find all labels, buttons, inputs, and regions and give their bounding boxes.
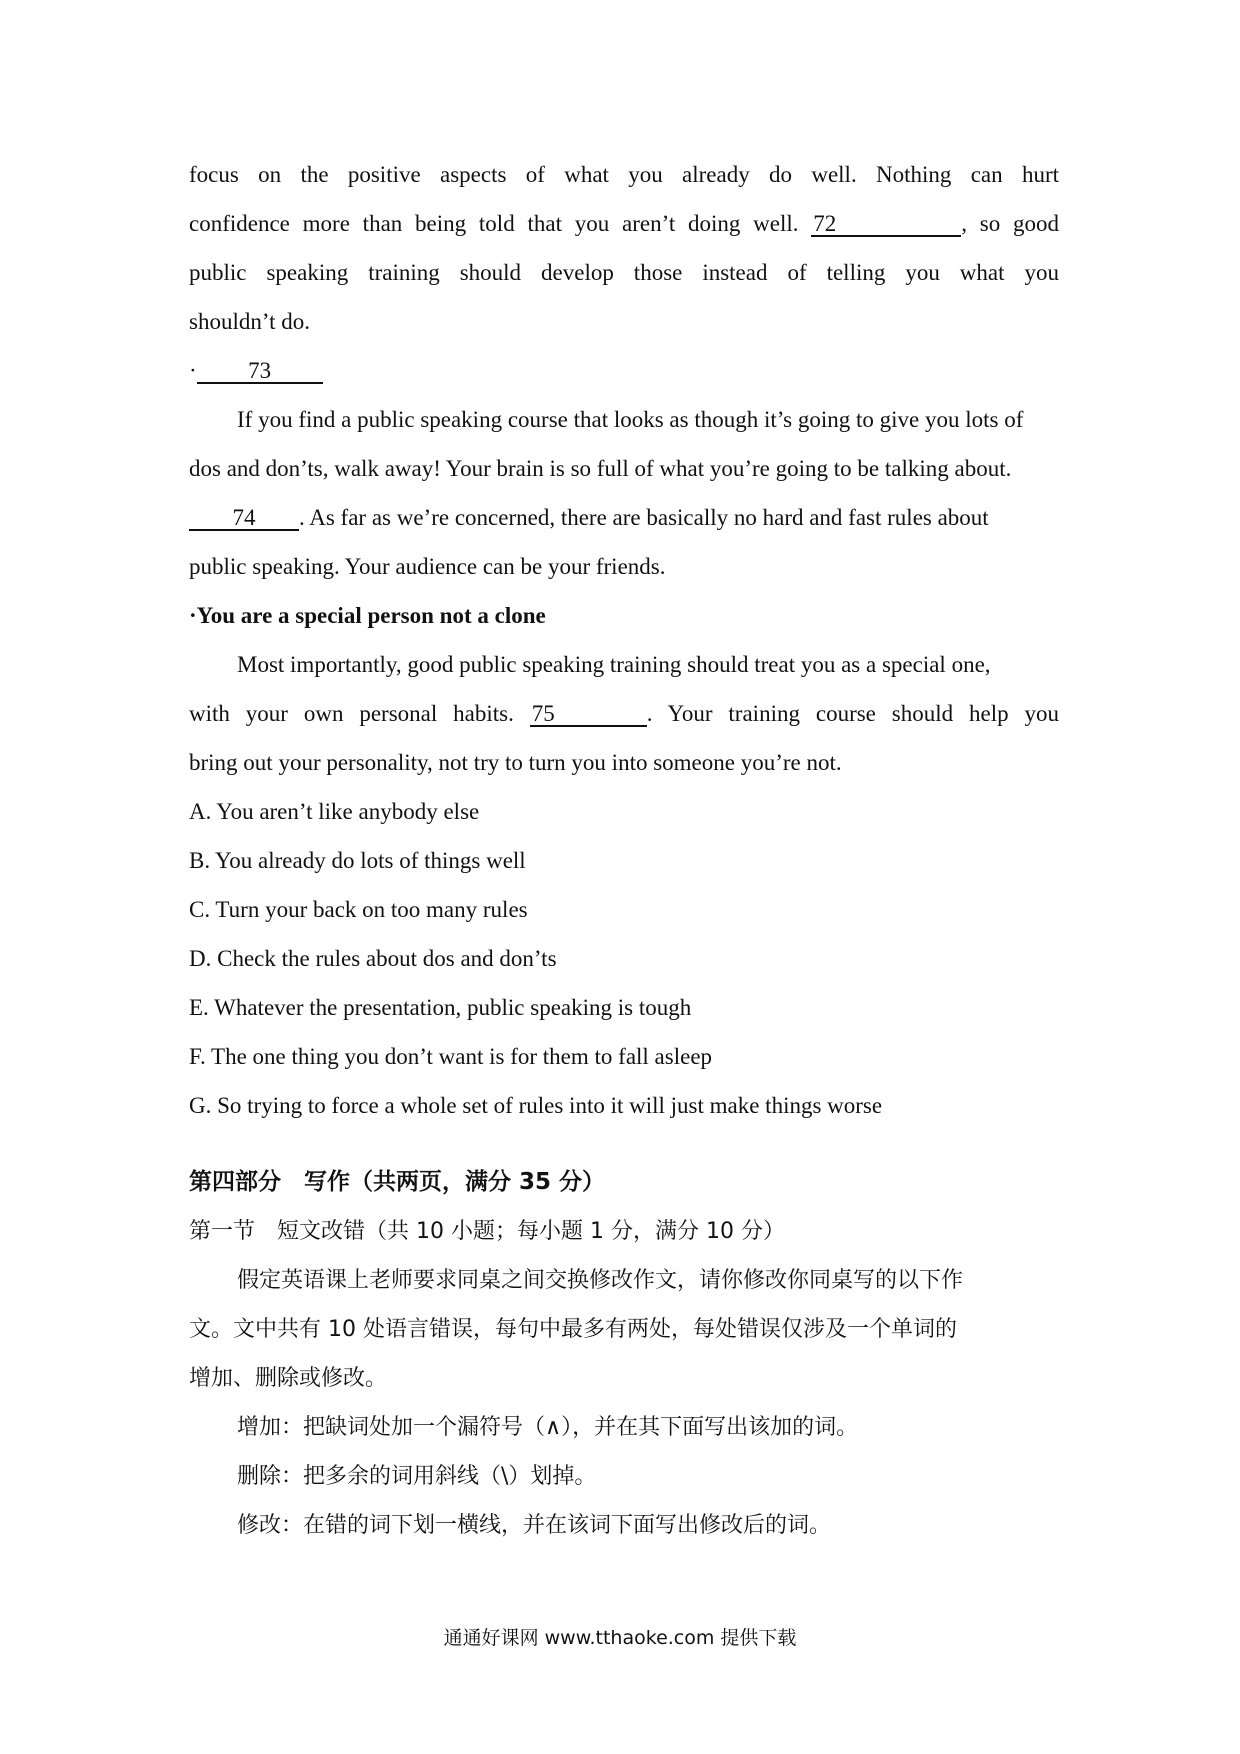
- blank-72: 72: [811, 213, 961, 237]
- add-rule: 增加：把缺词处加一个漏符号（∧），并在其下面写出该加的词。: [237, 1415, 859, 1440]
- option-b: B. You already do lots of things well: [189, 848, 526, 873]
- passage-line: [189, 493, 1059, 542]
- option-c: C. Turn your back on too many rules: [189, 897, 528, 922]
- option-f: F. The one thing you don’t want is for them to fall asleep: [189, 1044, 713, 1069]
- passage-line: shouldn’t do.: [189, 309, 310, 334]
- passage-line: If you find a public speaking course that looks as though it’s going to give you lots of: [237, 407, 1024, 432]
- instruction-line: 文。文中共有 10 处语言错误，每句中最多有两处，每处错误仅涉及一个单词的: [189, 1317, 957, 1342]
- option-d: D. Check the rules about dos and don’ts: [189, 946, 557, 971]
- passage-line: focus on the positive aspects of what you already do well. Nothing can hurt: [189, 162, 1059, 187]
- page-footer: 通通好课网 www.tthaoke.com 提供下载: [443, 1627, 797, 1649]
- passage-line: bring out your personality, not try to turn you into someone you’re not.: [189, 750, 842, 775]
- passage-line: dos and don’ts, walk away! Your brain is so full of what you’re going to be talking about.: [189, 456, 1012, 481]
- passage-text: . As far as we’re concerned, there are basically no hard and fast rules about: [299, 505, 989, 530]
- passage-line: public speaking training should develop those instead of telling you what you: [189, 260, 1059, 285]
- modify-rule: 修改：在错的词下划一横线，并在该词下面写出修改后的词。: [237, 1513, 832, 1538]
- option-e: E. Whatever the presentation, public speaking is tough: [189, 995, 692, 1020]
- passage-line: [189, 689, 1059, 738]
- bullet-icon: ·: [189, 358, 197, 383]
- section-title: 第一节 短文改错（共 10 小题；每小题 1 分，满分 10 分）: [189, 1219, 785, 1244]
- option-a: A. You aren’t like anybody else: [189, 799, 480, 824]
- blank-75: 75: [530, 703, 647, 727]
- option-g: G. So trying to force a whole set of rules into it will just make things worse: [189, 1093, 883, 1118]
- instruction-line: 增加、删除或修改。: [189, 1366, 388, 1391]
- exam-page: [189, 150, 1059, 1550]
- passage-line: public speaking. Your audience can be your friends.: [189, 554, 666, 579]
- passage-line: [189, 199, 1059, 248]
- spacer: [189, 1130, 1059, 1158]
- passage-text: confidence more than being told that you aren’t doing well.: [189, 211, 799, 236]
- instruction-line: 假定英语课上老师要求同桌之间交换修改作文，请你修改你同桌写的以下作: [237, 1268, 964, 1293]
- passage-line: Most importantly, good public speaking training should treat you as a special one,: [237, 652, 991, 677]
- section-heading: ·You are a special person not a clone: [189, 603, 546, 628]
- blank-74: 74: [189, 507, 299, 531]
- delete-rule: 删除：把多余的词用斜线（\）划掉。: [237, 1464, 597, 1489]
- bullet-line-73: [189, 346, 1059, 395]
- passage-text: . Your training course should help you: [646, 701, 1060, 726]
- blank-73: 73: [197, 360, 323, 384]
- passage-text: , so good: [961, 211, 1060, 236]
- part-title: 第四部分 写作（共两页，满分 35 分）: [189, 1169, 606, 1195]
- passage-text: with your own personal habits.: [189, 701, 514, 726]
